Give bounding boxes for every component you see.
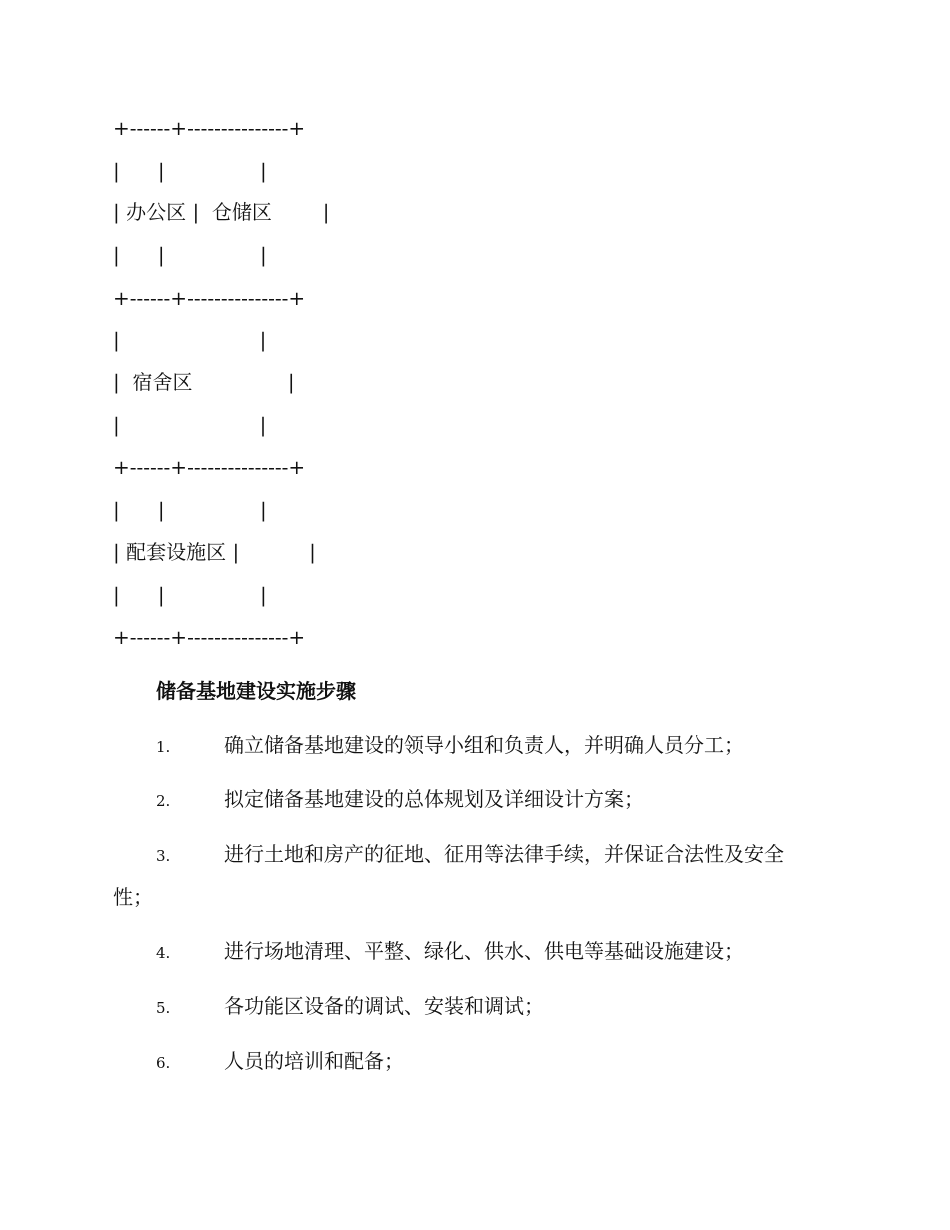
step-text-continuation: 性； bbox=[113, 885, 153, 909]
step-number: 1. bbox=[156, 738, 171, 756]
step-number: 2. bbox=[156, 792, 171, 810]
diagram-line: | | | bbox=[113, 159, 267, 183]
step-text: 确立储备基地建设的领导小组和负责人，并明确人员分工； bbox=[224, 733, 744, 757]
diagram-facilities-row: | 配套设施区 | | bbox=[113, 540, 316, 564]
diagram-border-line: +------+---------------+ bbox=[113, 286, 306, 310]
diagram-line: | | | bbox=[113, 583, 267, 607]
diagram-border-line: +------+---------------+ bbox=[113, 625, 306, 649]
section-heading: 储备基地建设实施步骤 bbox=[156, 679, 356, 703]
step-number: 3. bbox=[156, 847, 171, 865]
step-text: 进行场地清理、平整、绿化、供水、供电等基础设施建设； bbox=[224, 939, 744, 963]
step-number: 6. bbox=[156, 1054, 171, 1072]
step-text: 各功能区设备的调试、安装和调试； bbox=[224, 994, 544, 1018]
diagram-line: | | | bbox=[113, 498, 267, 522]
diagram-line: | | bbox=[113, 413, 267, 437]
diagram-line: | | | bbox=[113, 243, 267, 267]
diagram-line: | | bbox=[113, 328, 267, 352]
diagram-dormitory-row: | 宿舍区 | bbox=[113, 370, 295, 394]
step-text: 人员的培训和配备； bbox=[224, 1049, 404, 1073]
step-text: 拟定储备基地建设的总体规划及详细设计方案； bbox=[224, 787, 644, 811]
step-text: 进行土地和房产的征地、征用等法律手续，并保证合法性及安全 bbox=[224, 842, 784, 866]
diagram-border-line: +------+---------------+ bbox=[113, 116, 306, 140]
diagram-border-line: +------+---------------+ bbox=[113, 455, 306, 479]
step-number: 5. bbox=[156, 999, 171, 1017]
step-number: 4. bbox=[156, 944, 171, 962]
diagram-office-storage-row: | 办公区 | 仓储区 | bbox=[113, 200, 330, 224]
